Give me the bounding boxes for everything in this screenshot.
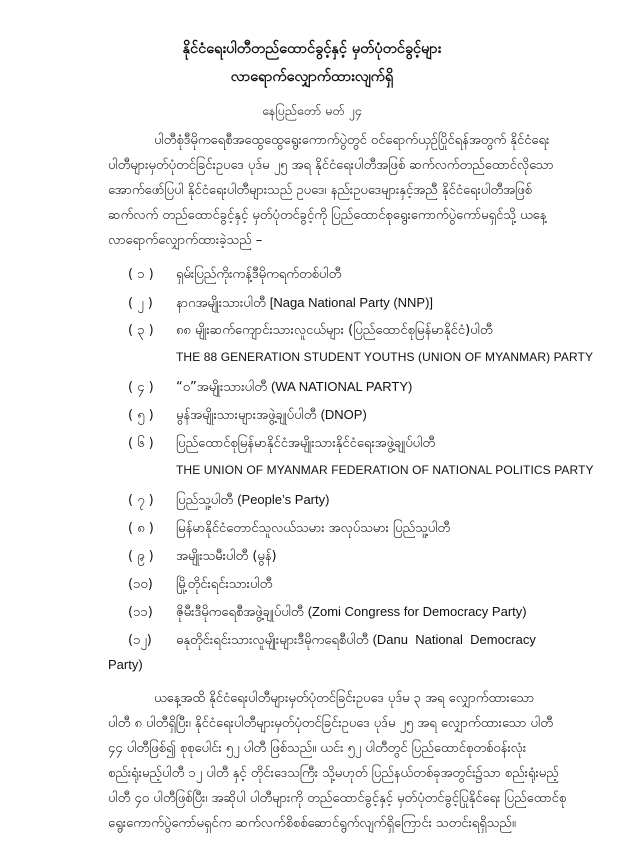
- intro-line: ပါတီများမှတ်ပုံတင်ခြင်းဥပဒေ ပုဒ်မ ၂၅ အရ နိုင်ငံရေးပါတီအဖြစ် ဆက်လက်တည်ထောင်လိုသော: [108, 158, 554, 173]
- list-item-number: (၁၀): [128, 577, 153, 592]
- list-item-en: (DNOP): [320, 407, 367, 422]
- list-item-mm: ဓနုတိုင်းရင်းသားလူမျိုးများဒီမိုကရေစီပါတီ: [176, 633, 369, 648]
- list-item-en: (WA NATIONAL PARTY): [271, 379, 413, 394]
- intro-line: အောက်ဖော်ပြပါ နိုင်ငံရေးပါတီများသည် ဥပဒေ၊ နည်းဥပဒေများနှင့်အညီ နိုင်ငံရေးပါတီအဖြစ်: [108, 183, 532, 198]
- closing-line: ပါတီ ၈ ပါတီရှိပြီး၊ နိုင်ငံရေးပါတီများမှတ်ပုံတင်ခြင်းဥပဒေ ပုဒ်မ ၂၅ အရ လျှောက်ထားသော ပါတီ: [108, 716, 553, 731]
- list-item-text: ပြည်ထောင်စုမြန်မာနိုင်ငံအမျိုးသားနိုင်ငံရေးအဖွဲ့ချုပ်ပါတီ: [176, 436, 435, 451]
- list-item-number: ( ၇ ): [128, 493, 154, 508]
- list-item-mm: ပြည်သူ့ပါတီ: [176, 493, 234, 508]
- list-item-en: (People’s Party): [237, 492, 330, 507]
- list-item-en: (Danu National Democracy: [372, 632, 536, 647]
- list-item-text: [176, 492, 329, 511]
- list-item-number: ( ၅ ): [128, 408, 154, 423]
- list-item-text: မြန်မာနိုင်ငံတောင်သူလယ်သမား အလုပ်သမား ပြည်သူ့ပါတီ: [176, 521, 451, 536]
- intro-line: ပါတီစုံဒီမိုကရေစီအထွေထွေရွေးကောက်ပွဲတွင် ဝင်ရောက်ယှဉ်ပြိုင်ရန်အတွက် နိုင်ငံရေး: [154, 133, 550, 148]
- list-item-mm: နာဂအမျိုးသားပါတီ: [176, 296, 266, 311]
- list-item-continuation: Party): [108, 657, 143, 672]
- list-item-number: ( ၆ ): [128, 436, 154, 451]
- closing-paragraph: [108, 686, 594, 836]
- list-item-text: [176, 632, 536, 651]
- list-item-number: ( ၁ ): [128, 267, 154, 282]
- closing-line: ပါတီ ၄၀ ပါတီဖြစ်ပြီး၊ အဆိုပါ ပါတီများကို တည်ထောင်ခွင့်နှင့် မှတ်ပုံတင်ခွင့်ပြုနိုင်ရေး ပြည်ထောင်စု: [108, 791, 567, 806]
- list-item-en-line: THE 88 GENERATION STUDENT YOUTHS (UNION OF MYANMAR) PARTY: [176, 350, 594, 364]
- closing-line: ယနေ့အထိ နိုင်ငံရေးပါတီများမှတ်ပုံတင်ခြင်းဥပဒေ ပုဒ်မ ၃ အရ လျှောက်ထားသော: [154, 691, 535, 706]
- closing-line: ၄၄ ပါတီဖြစ်၍ စုစုပေါင်း ၅၂ ပါတီ ဖြစ်သည်။ ယင်း ၅၂ ပါတီတွင် ပြည်ထောင်စုတစ်ဝန်းလုံး: [108, 741, 527, 756]
- list-item-text: ၈၈ မျိုးဆက်ကျောင်းသားလူငယ်များ (ပြည်ထောင်စုမြန်မာနိုင်ငံ)ပါတီ: [176, 323, 493, 338]
- list-item-text: [176, 379, 412, 398]
- list-item-number: ( ၂ ): [128, 296, 153, 311]
- list-item-mm: “ဝ”အမျိုးသားပါတီ: [176, 380, 267, 395]
- list-item-mm: မွန်အမျိုးသားများအဖွဲ့ချုပ်ပါတီ: [176, 408, 317, 423]
- list-item-number: (၁၁): [128, 605, 153, 620]
- intro-line: လာရောက်လျှောက်ထားခဲ့သည် –: [108, 233, 263, 248]
- dateline: နေပြည်တော် မတ် ၂၄: [262, 103, 362, 118]
- list-item-text: မြို့တိုင်းရင်းသားပါတီ: [176, 577, 273, 592]
- headline-line-1: နိုင်ငံရေးပါတီတည်ထောင်ခွင့်နှင့် မှတ်ပုံတင်ခွင့်များ: [182, 41, 442, 57]
- list-item-text: [176, 295, 433, 314]
- list-item-en: [Naga National Party (NNP)]: [269, 295, 434, 310]
- closing-line: စည်းရုံးမည့်ပါတီ ၁၂ ပါတီ နှင့် တိုင်းဒေသကြီး သို့မဟုတ် ပြည်နယ်တစ်ခုအတွင်း၌သာ စည်းရုံးမည့်: [108, 766, 559, 781]
- list-item-text: [176, 407, 367, 426]
- list-item-number: (၁၂): [128, 633, 152, 648]
- list-item-text: ရှမ်းပြည်ကိုးကန့်ဒီမိုကရက်တစ်ပါတီ: [176, 267, 342, 282]
- list-item-mm: ဇိုမီးဒီမိုကရေစီအဖွဲ့ချုပ်ပါတီ: [176, 605, 304, 620]
- intro-line: ဆက်လက် တည်ထောင်ခွင့်နှင့် မှတ်ပုံတင်ခွင့်ကို ပြည်ထောင်စုရွေးကောက်ပွဲကော်မရှင်သို့ ယနေ့: [108, 208, 547, 223]
- list-item-number: ( ၃ ): [128, 323, 154, 338]
- list-item-en: (Zomi Congress for Democracy Party): [307, 604, 527, 619]
- list-item-number: ( ၄ ): [128, 380, 154, 395]
- list-item-number: ( ၈ ): [128, 521, 154, 536]
- intro-paragraph: [108, 128, 594, 253]
- list-item-text: အမျိုးသမီးပါတီ (မွန်): [176, 549, 277, 564]
- closing-line: ရွေးကောက်ပွဲကော်မရှင်က ဆက်လက်စိစစ်ဆောင်ရွက်လျက်ရှိကြောင်း သတင်းရရှိသည်။: [108, 816, 516, 831]
- list-item-text: [176, 604, 527, 623]
- list-item-number: ( ၉ ): [128, 549, 154, 564]
- headline-line-2: လာရောက်လျှောက်ထားလျက်ရှိ: [230, 69, 394, 85]
- list-item-en-line: THE UNION OF MYANMAR FEDERATION OF NATIONAL POLITICS PARTY: [176, 463, 594, 477]
